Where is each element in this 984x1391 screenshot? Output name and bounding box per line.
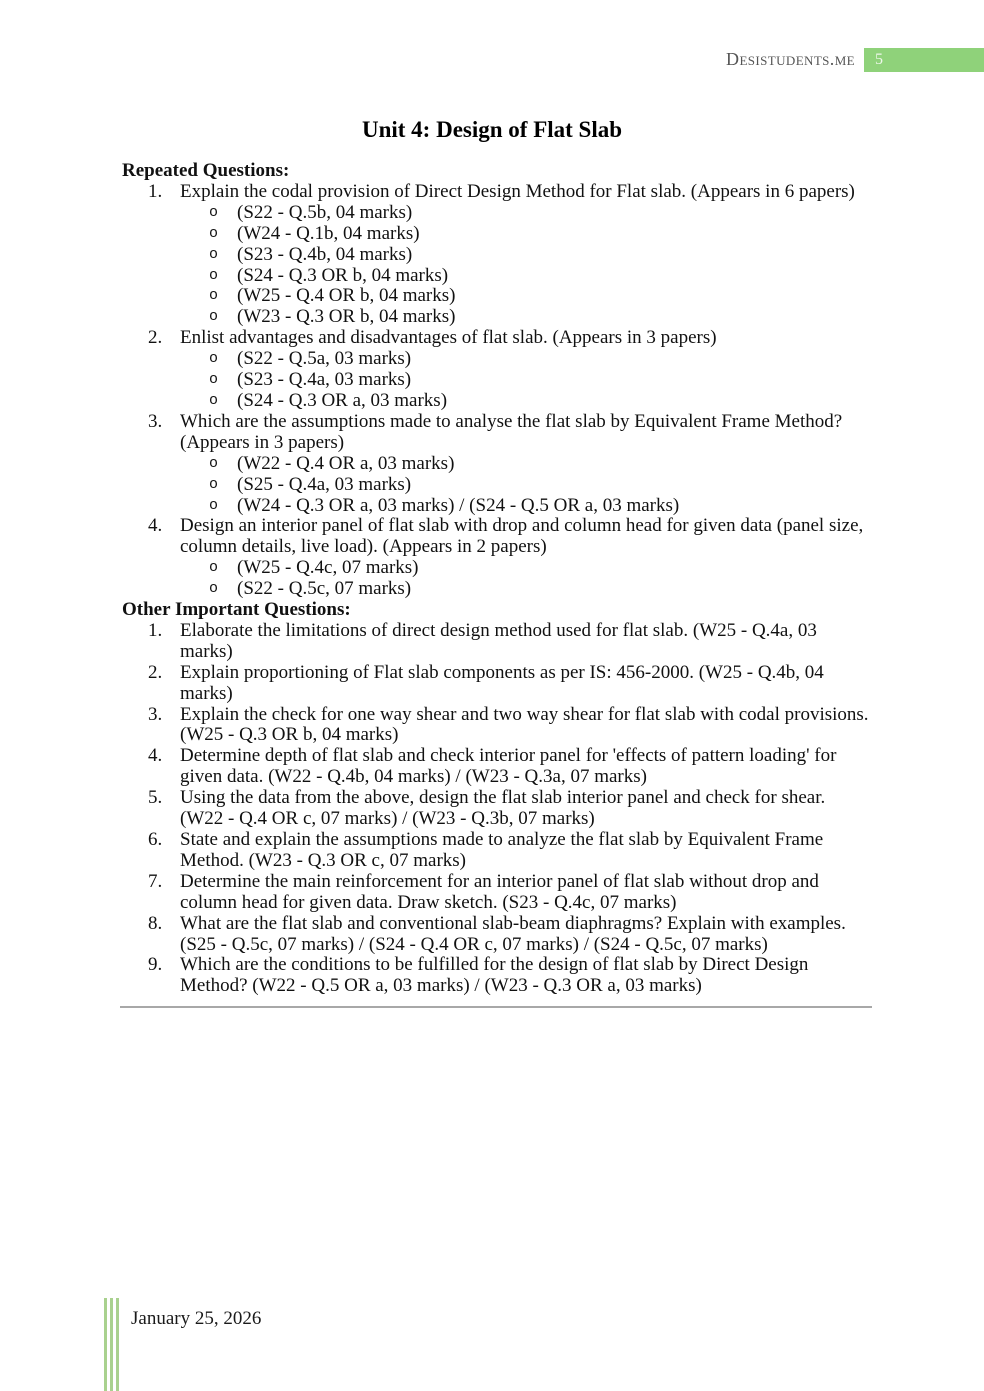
- occurrence-text: (W25 - Q.4c, 07 marks): [237, 557, 419, 579]
- occurrence-text: (W24 - Q.1b, 04 marks): [237, 222, 420, 244]
- question-item: [122, 412, 874, 517]
- occurrence-text: (S24 - Q.3 OR a, 03 marks): [237, 389, 448, 411]
- page-number-badge: [864, 48, 984, 72]
- question-occurrence: [180, 579, 872, 600]
- bullet-icon: o: [209, 266, 219, 284]
- question-text-content: Determine depth of flat slab and check interior panel for 'effects of pattern loading' for given data. (W22 - Q.4b, 04 marks) / (W23 - Q.3a, 07 marks): [180, 745, 837, 788]
- question-occurrence: [180, 349, 872, 370]
- question-text: [180, 182, 872, 328]
- question-item: [122, 830, 874, 872]
- bullet-icon: o: [209, 496, 219, 514]
- question-number: 4.: [148, 745, 163, 767]
- footer-date: January 25, 2026: [131, 1308, 262, 1329]
- question-number: 3.: [148, 703, 163, 725]
- question-text: [180, 955, 872, 997]
- question-text: [180, 705, 872, 747]
- question-text-content: Which are the conditions to be fulfilled for the design of flat slab by Direct Design Method? (W22 - Q.5 OR a, 03 marks) / (W23 - Q.3 OR a, 03 marks): [180, 954, 809, 997]
- question-item: [122, 182, 874, 328]
- question-item: [122, 788, 874, 830]
- section-heading: Repeated Questions:: [122, 160, 290, 181]
- bullet-icon: o: [209, 308, 219, 326]
- question-occurrence: [180, 224, 872, 245]
- question-text: [180, 412, 872, 517]
- page-number: 5: [875, 51, 883, 68]
- question-number: 1.: [148, 619, 163, 641]
- section-divider: [120, 1006, 872, 1008]
- bullet-icon: o: [209, 454, 219, 472]
- document-body: [122, 161, 874, 1008]
- question-number: 9.: [148, 954, 163, 976]
- bullet-icon: o: [209, 391, 219, 409]
- bullet-icon: o: [209, 203, 219, 221]
- question-occurrence: [180, 245, 872, 266]
- question-text-content: Which are the assumptions made to analyse the flat slab by Equivalent Frame Method? (Appears in 3 papers): [180, 410, 843, 453]
- occurrence-text: (S23 - Q.4a, 03 marks): [237, 369, 412, 391]
- section-heading: Other Important Questions:: [122, 599, 351, 621]
- question-number: 3.: [148, 410, 163, 432]
- occurrence-text: (W24 - Q.3 OR a, 03 marks) / (S24 - Q.5 OR a, 03 marks): [237, 494, 680, 516]
- site-watermark: Desistudents.me: [726, 49, 855, 69]
- question-text-content: Determine the main reinforcement for an interior panel of flat slab without drop and column head for given data. Draw sketch. (S23 - Q.4c, 07 marks): [180, 870, 819, 913]
- bullet-icon: o: [209, 559, 219, 577]
- occurrence-text: (W25 - Q.4 OR b, 04 marks): [237, 285, 456, 307]
- question-item: [122, 621, 874, 663]
- question-text: [180, 788, 872, 830]
- question-number: 8.: [148, 912, 163, 934]
- question-text-content: Elaborate the limitations of direct design method used for flat slab. (W25 - Q.4a, 03 marks): [180, 619, 817, 662]
- question-number: 1.: [148, 180, 163, 202]
- question-occurrence: [180, 454, 872, 475]
- question-section: [122, 161, 874, 600]
- question-item: [122, 705, 874, 747]
- page-title: Unit 4: Design of Flat Slab: [361, 117, 623, 142]
- question-text-content: Explain proportioning of Flat slab components as per IS: 456-2000. (W25 - Q.4b, 04 marks): [180, 661, 824, 704]
- question-item: [122, 516, 874, 600]
- question-item: [122, 872, 874, 914]
- question-item: [122, 955, 874, 997]
- question-text: [180, 830, 872, 872]
- question-number: 5.: [148, 787, 163, 809]
- question-occurrence: [180, 286, 872, 307]
- question-number: 7.: [148, 870, 163, 892]
- occurrence-text: (S25 - Q.4a, 03 marks): [237, 473, 412, 495]
- question-number: 2.: [148, 327, 163, 349]
- bullet-icon: o: [209, 224, 219, 242]
- question-occurrence: [180, 391, 872, 412]
- question-text: [180, 621, 872, 663]
- question-occurrence: [180, 307, 872, 328]
- question-text: [180, 872, 872, 914]
- occurrence-text: (S23 - Q.4b, 04 marks): [237, 243, 413, 265]
- footer-accent-bars-icon: [104, 1298, 119, 1391]
- question-number: 2.: [148, 661, 163, 683]
- occurrence-text: (W23 - Q.3 OR b, 04 marks): [237, 306, 456, 328]
- question-item: [122, 328, 874, 412]
- question-occurrence: [180, 266, 872, 287]
- occurrence-text: (S22 - Q.5a, 03 marks): [237, 348, 412, 370]
- question-occurrence: [180, 558, 872, 579]
- question-occurrence: [180, 370, 872, 391]
- question-occurrence: [180, 475, 872, 496]
- question-section: [122, 600, 874, 997]
- bullet-icon: o: [209, 580, 219, 598]
- question-text-content: Design an interior panel of flat slab with drop and column head for given data (panel size, column details, live load). (Appears in 2 papers): [180, 515, 864, 558]
- question-text-content: Explain the check for one way shear and two way shear for flat slab with codal provisions. (W25 - Q.3 OR b, 04 marks): [180, 703, 869, 746]
- question-text-content: What are the flat slab and conventional slab-beam diaphragms? Explain with examples. (S25 - Q.5c, 07 marks) / (S24 - Q.4 OR c, 07 marks) / (S24 - Q.5c, 07 marks): [180, 912, 846, 955]
- question-text-content: Explain the codal provision of Direct Design Method for Flat slab. (Appears in 6 papers): [180, 180, 855, 202]
- occurrence-text: (W22 - Q.4 OR a, 03 marks): [237, 452, 455, 474]
- bullet-icon: o: [209, 245, 219, 263]
- occurrence-text: (S24 - Q.3 OR b, 04 marks): [237, 264, 449, 286]
- occurrence-text: (S22 - Q.5b, 04 marks): [237, 201, 413, 223]
- bullet-icon: o: [209, 371, 219, 389]
- occurrence-text: (S22 - Q.5c, 07 marks): [237, 578, 412, 600]
- question-occurrence: [180, 496, 872, 517]
- question-text-content: Enlist advantages and disadvantages of flat slab. (Appears in 3 papers): [180, 327, 717, 349]
- question-number: 6.: [148, 829, 163, 850]
- question-item: [122, 914, 874, 956]
- question-text-content: State and explain the assumptions made to analyze the flat slab by Equivalent Frame Method. (W23 - Q.3 OR c, 07 marks): [180, 829, 824, 871]
- question-text: [180, 663, 872, 705]
- question-item: [122, 746, 874, 788]
- question-text: [180, 328, 872, 412]
- question-text: [180, 516, 872, 600]
- bullet-icon: o: [209, 350, 219, 368]
- question-number: 4.: [148, 515, 163, 537]
- question-text: [180, 914, 872, 956]
- question-text: [180, 746, 872, 788]
- bullet-icon: o: [209, 287, 219, 305]
- bullet-icon: o: [209, 475, 219, 493]
- question-occurrence: [180, 203, 872, 224]
- question-item: [122, 663, 874, 705]
- question-text-content: Using the data from the above, design the flat slab interior panel and check for shear. (W22 - Q.4 OR c, 07 marks) / (W23 - Q.3b, 07 marks): [180, 787, 826, 830]
